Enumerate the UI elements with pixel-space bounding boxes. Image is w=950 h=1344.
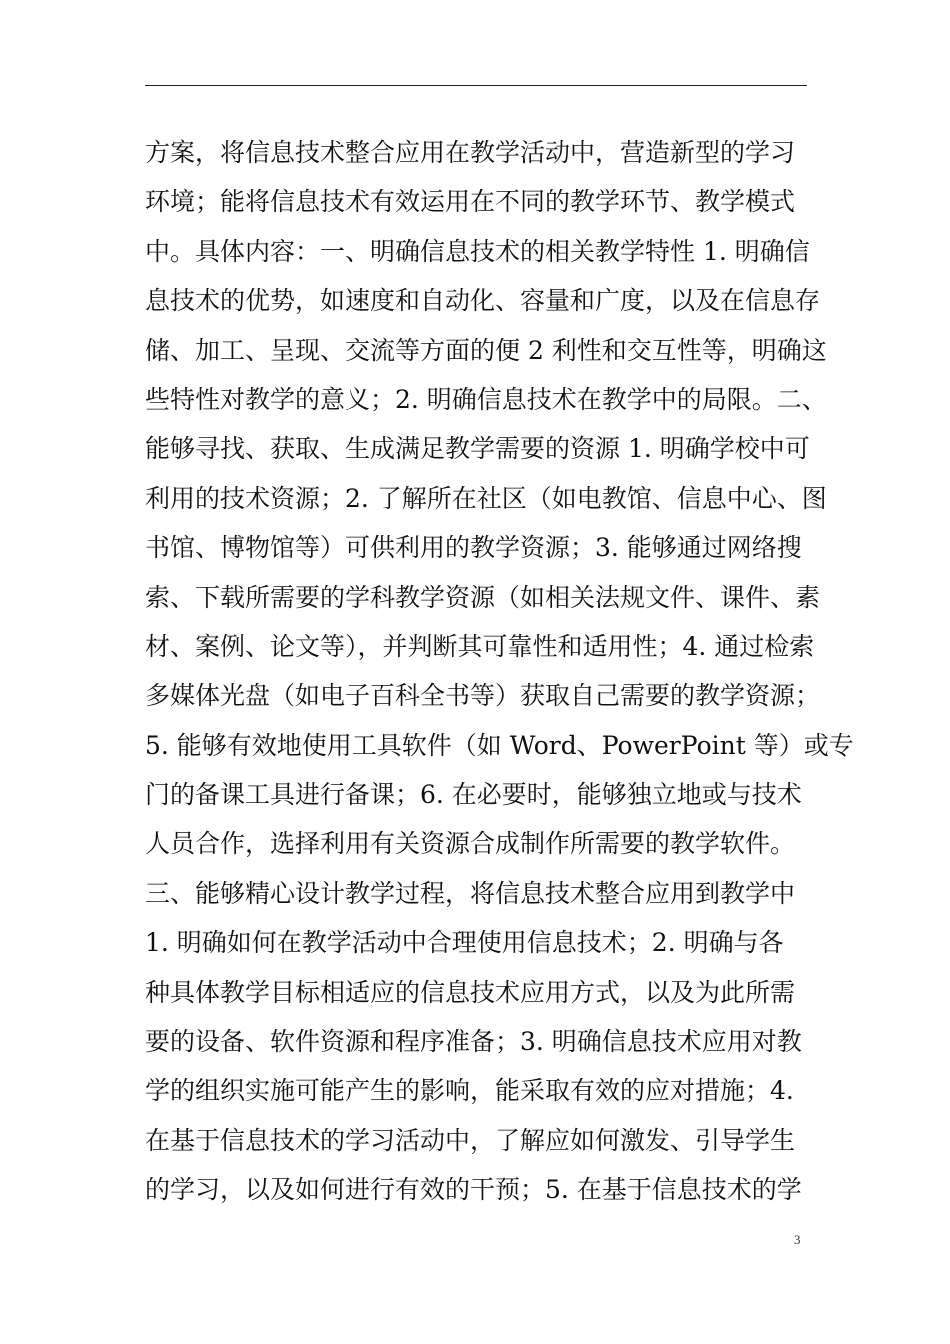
text-line: 利用的技术资源；2. 了解所在社区（如电教馆、信息中心、图 [145,483,827,513]
page-number: 3 [794,1232,801,1247]
text-line: 多媒体光盘（如电子百科全书等）获取自己需要的教学资源； [145,681,821,711]
text-line: 些特性对教学的意义；2. 明确信息技术在教学中的局限。二、 [145,384,827,414]
text-line: 三、能够精心设计教学过程，将信息技术整合应用到教学中 [145,878,796,908]
header-rule [145,85,807,86]
text-line: 材、案例、论文等），并判断其可靠性和适用性；4. 通过检索 [145,631,815,661]
text-line: 人员合作，选择利用有关资源合成制作所需要的教学软件。 [145,829,796,859]
text-line: 方案，将信息技术整合应用在教学活动中，营造新型的学习 [145,138,796,167]
text-line: 中。具体内容：一、明确信息技术的相关教学特性 1. 明确信 [145,236,810,266]
text-line: 储、加工、呈现、交流等方面的便 2 利性和交互性等，明确这 [145,335,827,365]
text-line: 的学习，以及如何进行有效的干预；5. 在基于信息技术的学 [145,1175,802,1205]
text-line: 环境；能将信息技术有效运用在不同的教学环节、教学模式 [145,187,796,217]
text-line: 在基于信息技术的学习活动中，了解应如何激发、引导学生 [145,1125,796,1155]
text-line: 书馆、博物馆等）可供利用的教学资源；3. 能够通过网络搜 [145,533,802,563]
text-line: 索、下载所需要的学科教学资源（如相关法规文件、课件、素 [145,582,821,612]
text-line: 息技术的优势，如速度和自动化、容量和广度，以及在信息存 [145,286,821,316]
body-text [145,128,854,1215]
text-line: 学的组织实施可能产生的影响，能采取有效的应对措施；4. [145,1076,794,1106]
text-line: 要的设备、软件资源和程序准备；3. 明确信息技术应用对教 [145,1027,802,1057]
text-line: 种具体教学目标相适应的信息技术应用方式，以及为此所需 [145,977,796,1007]
text-line: 门的备课工具进行备课；6. 在必要时，能够独立地或与技术 [145,780,802,810]
text-line: 1. 明确如何在教学活动中合理使用信息技术；2. 明确与各 [145,928,784,958]
text-line: 5. 能够有效地使用工具软件（如 Word、PowerPoint 等）或专 [145,730,854,760]
text-line: 能够寻找、获取、生成满足教学需要的资源 1. 明确学校中可 [145,434,810,464]
